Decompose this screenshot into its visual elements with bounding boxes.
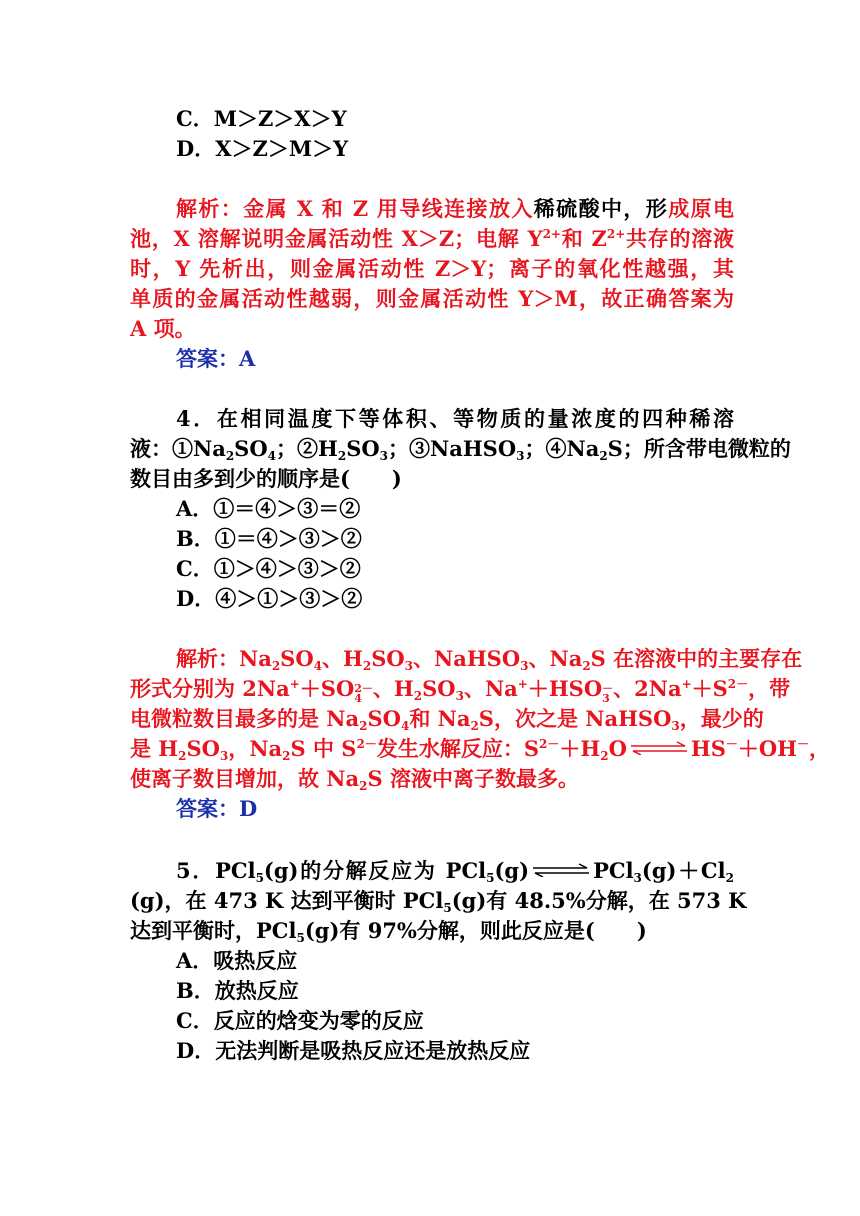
q4-answer: 答案：D <box>176 796 258 821</box>
q5-option-b: B．放热反应 <box>176 978 299 1003</box>
q3-option-d: D．X＞Z＞M＞Y <box>176 136 349 161</box>
q5-option-d: D．无法判断是吸热反应还是放热反应 <box>176 1038 531 1063</box>
q4-option-d: D．④＞①＞③＞② <box>176 586 363 611</box>
q3-analysis-line-4: 单质的金属活动性越弱，则金属活动性 Y＞M，故正确答案为 <box>130 286 734 311</box>
q3-option-c: C．M＞Z＞X＞Y <box>176 106 347 131</box>
q3-analysis-line-3: 时，Y 先析出，则金属活动性 Z＞Y；离子的氧化性越强，其 <box>130 256 734 281</box>
q4-stem-line-2: 液：$①Na_2SO_4$；$②H_2SO_3$；③NaHSO$_3$；$④Na_2S$；所含带电微粒的 <box>130 436 791 463</box>
q5-option-c: C．反应的焓变为零的反应 <box>176 1008 424 1033</box>
analysis-label: 解析： <box>176 196 244 221</box>
q3-answer: 答案：A <box>176 346 256 371</box>
q4-stem-line-1: 4．在相同温度下等体积、等物质的量浓度的四种稀溶 <box>176 406 734 431</box>
q4-analysis-line-4: 是 $H_2SO_3$，$Na_2S$ 中 $S^{2-}$发生水解反应：$S^{2-}+H_2O$ HS－＋OH－， <box>130 736 831 763</box>
q3-analysis-line-1: 解析：金属 X 和 Z 用导线连接放入稀硫酸中，形成原电 <box>176 196 735 221</box>
analysis-label: 解析： <box>176 646 239 671</box>
equilibrium-arrow-icon <box>531 863 591 877</box>
q4-analysis-line-1: 解析：$Na_2SO_4$、$H_2SO_3$、NaHSO$_3$、$Na_2S$ 在溶液中的主要存在 <box>176 646 803 673</box>
q4-option-b: B．①＝④＞③＞② <box>176 526 362 551</box>
q5-stem-line-3: 达到平衡时，PCl$_5$(g)有 97%分解，则此反应是( ) <box>130 918 647 945</box>
q5-option-a: A．吸热反应 <box>176 948 298 973</box>
q4-option-c: C．①＞④＞③＞② <box>176 556 361 581</box>
q4-analysis-line-3: 电微粒数目最多的是 $Na_2SO_4$和 $Na_2S$，次之是 NaHSO$_3$，最少的 <box>130 706 764 733</box>
q4-stem-line-3: 数目由多到少的顺序是( ) <box>130 466 402 491</box>
q4-analysis-line-5: 使离子数目增加，故 $Na_2S$ 溶液中离子数最多。 <box>130 766 579 793</box>
equilibrium-arrow-icon <box>629 741 689 755</box>
q5-stem-line-2: (g)，在 473 K 达到平衡时 PCl$_5$(g)有 48.5%分解，在 573 K <box>130 888 747 915</box>
q3-analysis-line-2: 池，X 溶解说明金属活动性 X＞Z；电解 $Y^{2+}$和 $Z^{2+}$共存的溶液 <box>130 226 735 251</box>
q5-stem-line-1: 5．PCl$_5$(g)的分解反应为 PCl$_5$(g) $PCl_3(g)+Cl_2$ <box>176 858 734 885</box>
q4-option-a: A．①＝④＞③＝② <box>176 496 361 521</box>
q3-analysis-line-5: A 项。 <box>130 316 196 341</box>
q4-analysis-line-2: 形式分别为 2Na+＋SO 2－ 4 、$H_2SO_3$、Na+＋HSO － 3 、$2Na^++S^{2-}$，带 <box>130 676 791 705</box>
